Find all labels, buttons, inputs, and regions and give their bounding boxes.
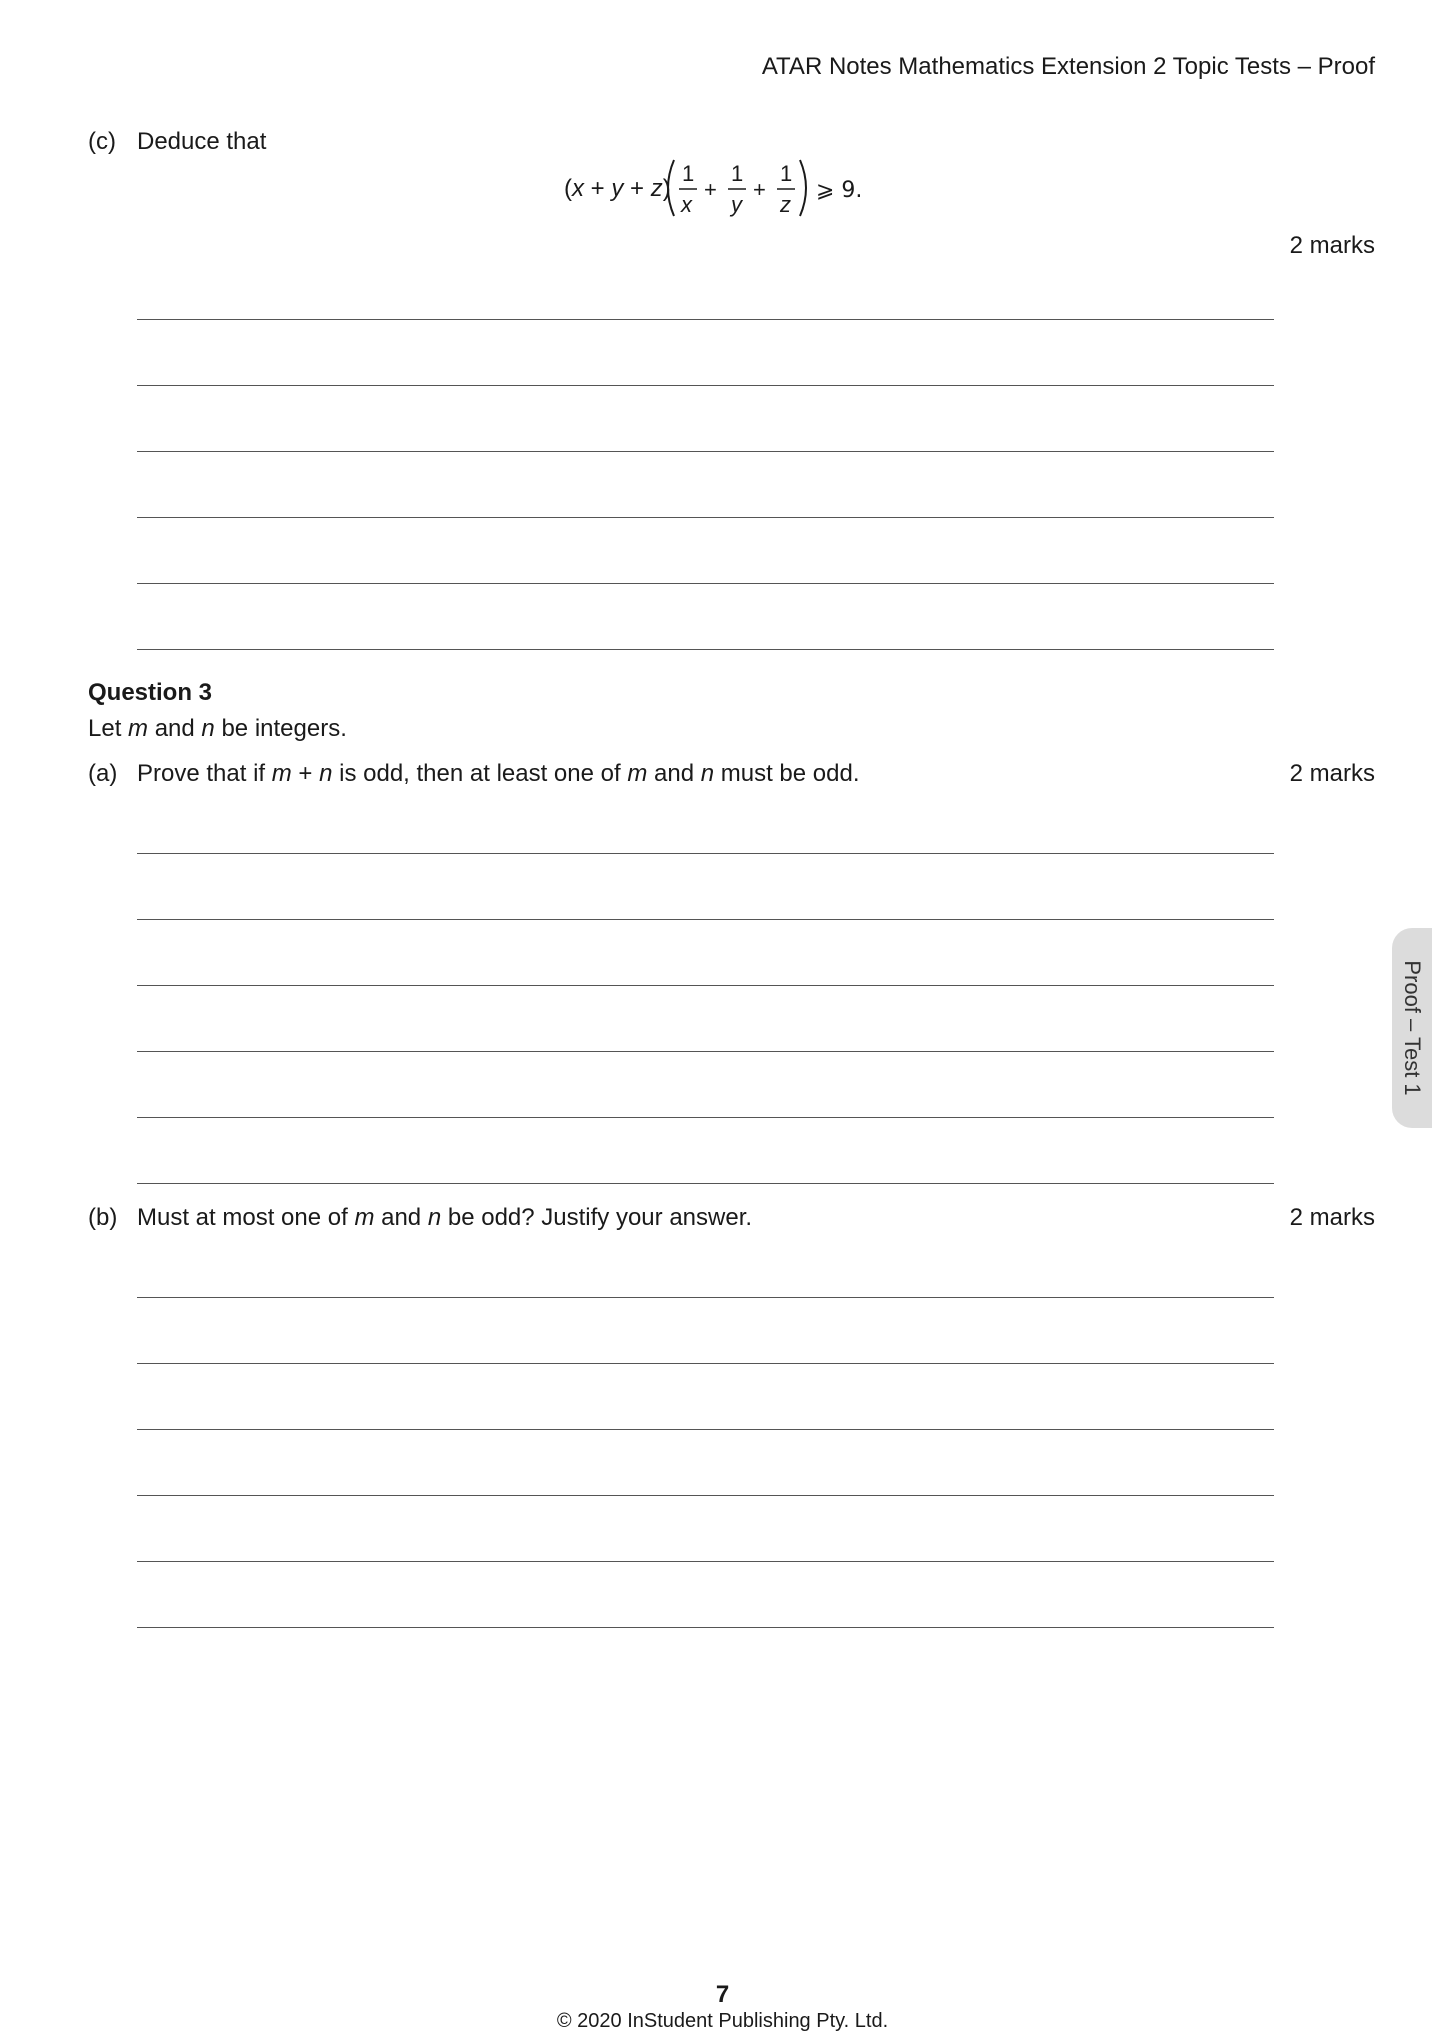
answer-line[interactable] — [137, 649, 1274, 650]
answer-line[interactable] — [137, 319, 1274, 320]
answer-line[interactable] — [137, 1363, 1274, 1364]
answer-line[interactable] — [137, 1561, 1274, 1562]
answer-line[interactable] — [137, 1495, 1274, 1496]
part-b-marks: 2 marks — [1289, 1204, 1375, 1231]
svg-text:⩾ 9.: ⩾ 9. — [816, 178, 863, 203]
svg-text:1: 1 — [780, 161, 793, 186]
question-3-title: Question 3 — [88, 679, 213, 706]
copyright-notice: © 2020 InStudent Publishing Pty. Ltd. — [556, 2010, 889, 2032]
part-c-label: (c) — [88, 128, 116, 155]
part-b-text: Must at most one of m and n be odd? Justify your answer. — [137, 1204, 753, 1231]
formula-graphic — [564, 152, 864, 224]
svg-text:1: 1 — [682, 161, 695, 186]
page-number: 7 — [715, 1981, 730, 2008]
answer-line[interactable] — [137, 1051, 1274, 1052]
side-tab-label: Proof – Test 1 — [1400, 960, 1425, 1096]
svg-text:1: 1 — [731, 161, 744, 186]
part-a-marks: 2 marks — [1289, 760, 1375, 787]
svg-text:+: + — [704, 177, 717, 202]
svg-text:(x + y + z): (x + y + z) — [564, 175, 671, 202]
answer-line[interactable] — [137, 517, 1274, 518]
part-a-label: (a) — [88, 760, 118, 787]
answer-line[interactable] — [137, 1117, 1274, 1118]
answer-line[interactable] — [137, 451, 1274, 452]
part-a-text: Prove that if m + n is odd, then at least one of m and n must be odd. — [137, 760, 860, 787]
svg-text:y: y — [731, 192, 742, 217]
answer-line[interactable] — [137, 1183, 1274, 1184]
section-side-tab — [1392, 928, 1432, 1128]
answer-line[interactable] — [137, 1297, 1274, 1298]
answer-line[interactable] — [137, 1627, 1274, 1628]
svg-text:x: x — [681, 192, 692, 217]
part-c-marks: 2 marks — [1289, 232, 1375, 259]
inequality-formula — [564, 152, 864, 224]
svg-text:z: z — [780, 192, 791, 217]
part-b-label: (b) — [88, 1204, 118, 1231]
part-c-text: Deduce that — [137, 128, 267, 155]
running-header: ATAR Notes Mathematics Extension 2 Topic Tests – Proof — [761, 53, 1375, 80]
question-3-intro: Let m and n be integers. — [88, 715, 347, 742]
answer-line[interactable] — [137, 985, 1274, 986]
answer-line[interactable] — [137, 1429, 1274, 1430]
svg-text:+: + — [753, 177, 766, 202]
answer-line[interactable] — [137, 853, 1274, 854]
answer-line[interactable] — [137, 583, 1274, 584]
answer-line[interactable] — [137, 385, 1274, 386]
answer-line[interactable] — [137, 919, 1274, 920]
